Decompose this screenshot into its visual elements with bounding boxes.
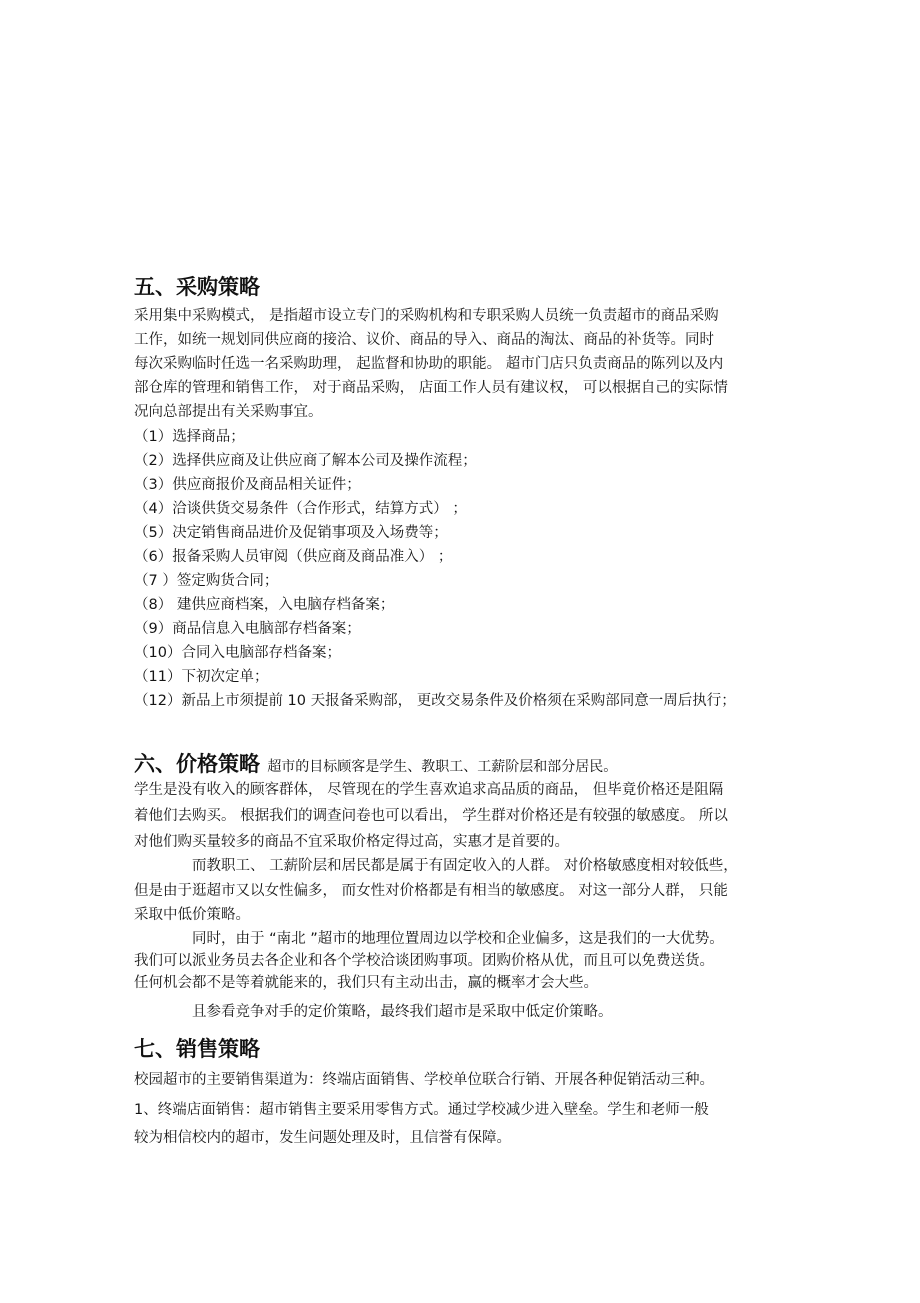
paragraph-line: 1、终端店面销售：超市销售主要采用零售方式。通过学校减少进入壁垒。学生和老师一般 — [134, 1102, 709, 1118]
section-heading-sales: 七、销售策略 — [134, 1037, 260, 1061]
step-item: （4）洽谈供货交易条件（合作形式，结算方式） ； — [134, 501, 467, 517]
paragraph-line: 对他们购买量较多的商品不宜采取价格定得过高，实惠才是首要的。 — [134, 834, 569, 850]
paragraph-line: 我们可以派业务员去各企业和各个学校洽谈团购事项。团购价格从优，而且可以免费送货。 — [134, 953, 714, 969]
step-item: （3）供应商报价及商品相关证件； — [134, 477, 361, 493]
paragraph-line: 工作，如统一规划同供应商的接洽、议价、商品的导入、商品的淘汰、商品的补货等。同时 — [134, 332, 714, 348]
step-item: （6）报备采购人员审阅（供应商及商品准入） ； — [134, 549, 453, 565]
step-item: （12）新品上市须提前 10 天报备采购部， 更改交易条件及价格须在采购部同意一周后执行； — [134, 693, 736, 709]
step-item: （7 ）签定购货合同； — [134, 573, 279, 589]
paragraph-line: 同时，由于 “南北 ”超市的地理位置周边以学校和企业偏多，这是我们的一大优势。 — [192, 931, 724, 947]
paragraph-line: 部仓库的管理和销售工作， 对于商品采购， 店面工作人员有建议权， 可以根据自己的实际情 — [134, 380, 728, 396]
step-item: （8） 建供应商档案，入电脑存档备案； — [134, 597, 395, 613]
section-heading-pricing-title: 六、价格策略 — [134, 752, 260, 776]
paragraph-line: 而教职工、 工薪阶层和居民都是属于有固定收入的人群。 对价格敏感度相对较低些， — [192, 858, 738, 874]
paragraph-line: 采取中低价策略。 — [134, 907, 250, 923]
paragraph-line: 任何机会都不是等着就能来的，我们只有主动出击，赢的概率才会大些。 — [134, 975, 598, 991]
paragraph-line: 学生是没有收入的顾客群体， 尽管现在的学生喜欢追求高品质的商品， 但毕竟价格还是阻隔 — [134, 782, 724, 798]
paragraph-line: 但是由于逛超市又以女性偏多， 而女性对价格都是有相当的敏感度。 对这一部分人群， 只能 — [134, 883, 728, 899]
section-heading-procurement: 五、采购策略 — [134, 275, 260, 299]
paragraph-line: 每次采购临时任选一名采购助理， 起监督和协助的职能。 超市门店只负责商品的陈列以及内 — [134, 356, 724, 372]
step-item: （10）合同入电脑部存档备案； — [134, 645, 341, 661]
paragraph-line: 况向总部提出有关采购事宜。 — [134, 404, 323, 420]
step-item: （2）选择供应商及让供应商了解本公司及操作流程； — [134, 453, 477, 469]
section-heading-pricing-intro: 超市的目标顾客是学生、教职工、工薪阶层和部分居民。 — [267, 759, 618, 775]
paragraph-line: 着他们去购买。 根据我们的调查问卷也可以看出， 学生群对价格还是有较强的敏感度。 所以 — [134, 808, 728, 824]
paragraph-line: 采用集中采购模式， 是指超市设立专门的采购机构和专职采购人员统一负责超市的商品采购 — [134, 308, 719, 324]
step-item: （11）下初次定单； — [134, 669, 269, 685]
paragraph-line: 较为相信校内的超市，发生问题处理及时，且信誉有保障。 — [134, 1130, 511, 1146]
step-item: （5）决定销售商品进价及促销事项及入场费等； — [134, 525, 448, 541]
section-heading-pricing — [134, 748, 617, 778]
step-item: （9）商品信息入电脑部存档备案； — [134, 621, 361, 637]
paragraph-line: 校园超市的主要销售渠道为：终端店面销售、学校单位联合行销、开展各种促销活动三种。 — [134, 1072, 714, 1088]
paragraph-line: 且参看竞争对手的定价策略，最终我们超市是采取中低定价策略。 — [192, 1004, 613, 1020]
step-item: （1）选择商品； — [134, 429, 245, 445]
